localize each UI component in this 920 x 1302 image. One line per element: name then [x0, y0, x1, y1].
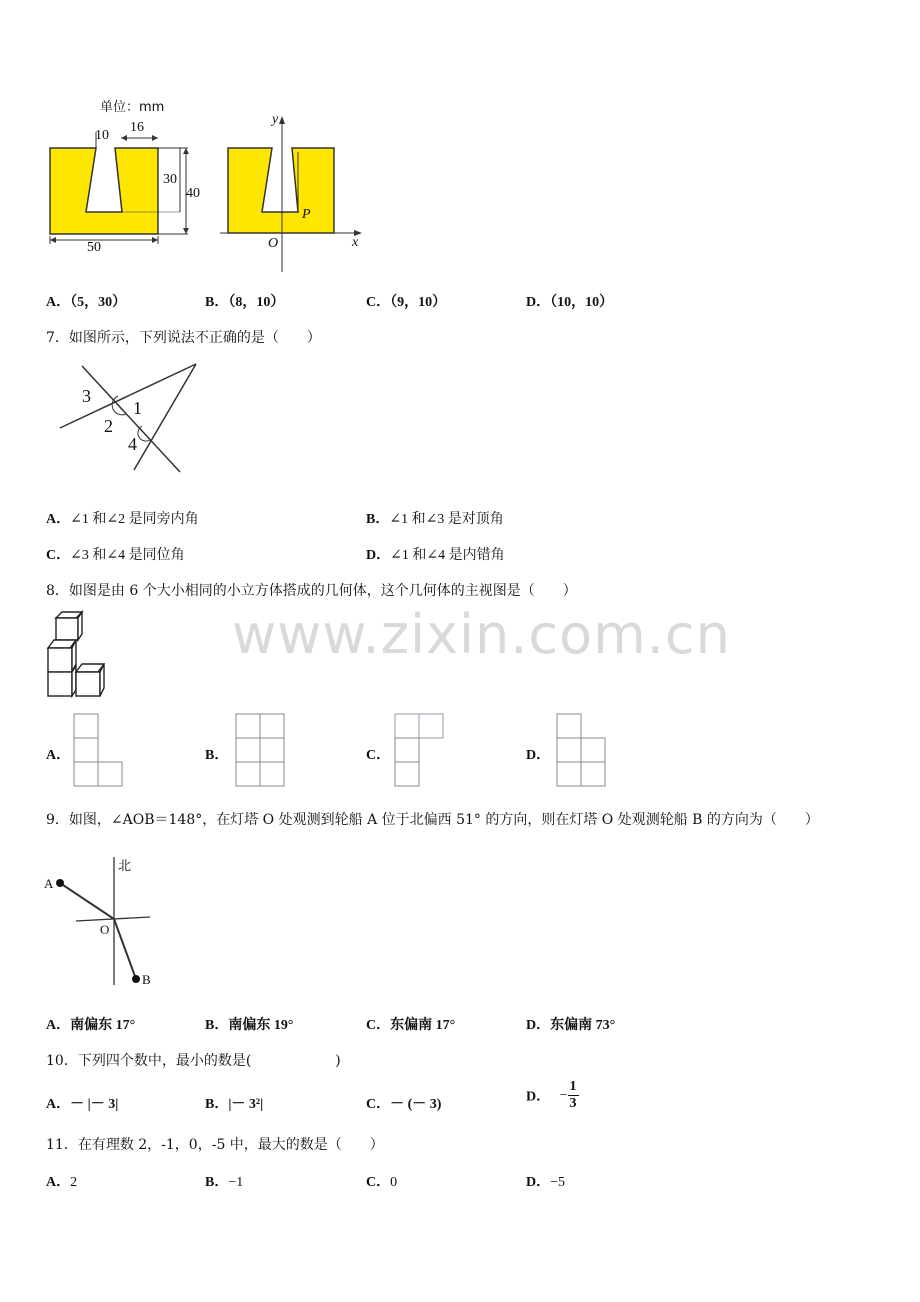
q11-option-b[interactable]: B．−1	[205, 1175, 244, 1190]
q7-option-d[interactable]: D．∠1 和∠4 是内错角	[366, 548, 505, 563]
q7-angle-4: 4	[128, 434, 137, 454]
q7-angle-2: 2	[104, 416, 113, 436]
q8-option-d[interactable]: D．	[526, 748, 551, 763]
dim-right-inner: 30	[163, 172, 177, 187]
q11-option-a[interactable]: A．2	[46, 1175, 78, 1190]
q8-option-c-figure	[395, 714, 447, 788]
watermark: www.zixin.com.cn	[232, 603, 731, 666]
fraction-one-third: $\frac{1}{3}$	[569, 1079, 577, 1111]
q10-option-c[interactable]: C．－ (－ 3)	[366, 1097, 442, 1112]
yellow-part-right	[228, 148, 334, 233]
dim-right-outer: 40	[186, 186, 200, 201]
q8-option-b[interactable]: B．	[205, 748, 229, 763]
q8-option-a[interactable]: A．	[46, 748, 71, 763]
origin-label: O	[268, 236, 279, 251]
q9-o-label: O	[100, 922, 110, 937]
q7-figure	[60, 360, 200, 475]
q10-option-d[interactable]: D． − $\frac{1}{3}$	[526, 1079, 577, 1111]
q9-stem: 9．如图，∠AOB＝148°，在灯塔 O 处观测到轮船 A 位于北偏西 51° 的方向，则在灯塔 O 处观测轮船 B 的方向为（ ）	[46, 812, 819, 828]
q9-option-c[interactable]: C．东偏南 17°	[366, 1018, 456, 1033]
q9-option-d[interactable]: D．东偏南 73°	[526, 1018, 616, 1033]
q8-option-d-figure	[557, 714, 609, 788]
q6-option-d[interactable]: D．（10，10）	[526, 295, 614, 310]
dim-top-left: 10	[95, 128, 109, 143]
q7-option-a[interactable]: A．∠1 和∠2 是同旁内角	[46, 512, 199, 527]
q6-figure-coordinate	[220, 112, 370, 272]
q11-stem: 11．在有理数 2，-1，0，-5 中，最大的数是（ ）	[46, 1137, 384, 1153]
q10-option-a[interactable]: A．－ |－ 3|	[46, 1097, 119, 1112]
yellow-part-left	[50, 148, 158, 234]
q11-option-c[interactable]: C．0	[366, 1175, 398, 1190]
q7-stem: 7．如图所示，下列说法不正确的是（ ）	[46, 330, 321, 346]
q7-option-c[interactable]: C．∠3 和∠4 是同位角	[46, 548, 185, 563]
q8-option-b-figure	[236, 714, 288, 788]
q10-option-b[interactable]: B．|－ 3²|	[205, 1097, 264, 1112]
q6-option-a[interactable]: A．（5，30）	[46, 295, 127, 310]
q10-stem: 10．下列四个数中，最小的数是( )	[46, 1053, 341, 1069]
q9-a-label: A	[44, 876, 54, 891]
q7-option-b[interactable]: B．∠1 和∠3 是对顶角	[366, 512, 504, 527]
q8-option-a-figure	[74, 714, 126, 788]
unit-label: 单位：mm	[100, 100, 165, 115]
q9-b-label: B	[142, 972, 151, 987]
q11-option-d[interactable]: D．−5	[526, 1175, 566, 1190]
q9-figure	[50, 855, 170, 995]
q8-stem: 8．如图是由 6 个大小相同的小立方体搭成的几何体，这个几何体的主视图是（ ）	[46, 583, 577, 599]
axis-y-label: y	[272, 112, 279, 127]
q9-option-a[interactable]: A．南偏东 17°	[46, 1018, 136, 1033]
q9-option-b[interactable]: B．南偏东 19°	[205, 1018, 294, 1033]
axis-x-label: x	[352, 235, 359, 250]
dim-top-right: 16	[130, 120, 144, 135]
q6-option-c[interactable]: C．（9，10）	[366, 295, 447, 310]
q8-cube-figure	[44, 612, 114, 702]
q7-angle-1: 1	[133, 398, 142, 418]
q7-angle-3: 3	[82, 386, 91, 406]
q8-option-c[interactable]: C．	[366, 748, 391, 763]
q6-figure-dimensions	[40, 118, 210, 263]
q6-option-b[interactable]: B．（8，10）	[205, 295, 285, 310]
point-p-label: P	[302, 207, 311, 222]
q9-north-label: 北	[118, 858, 132, 873]
dim-bottom: 50	[87, 240, 101, 255]
